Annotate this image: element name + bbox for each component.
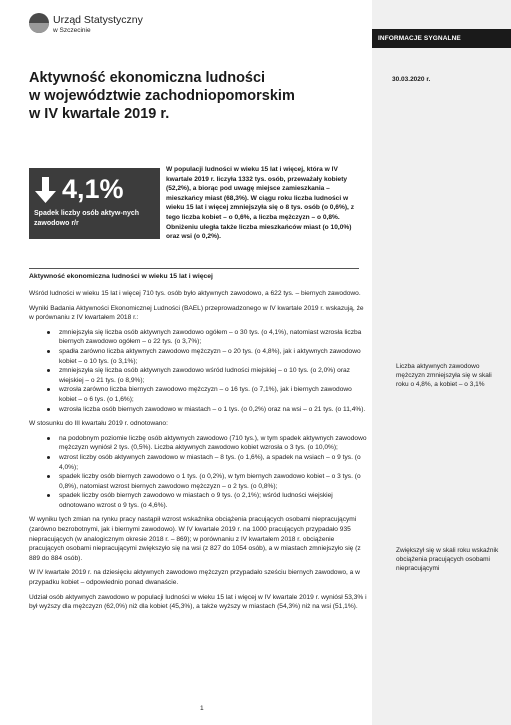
paragraph: W IV kwartale 2019 r. na dziesięciu aktywnych zawodowo mężczyzn przypadało sześciu biernych zawodowo, a w przypadku kobiet – odpowiednio ponad dwanaście. <box>29 569 360 587</box>
bullet-list <box>29 434 369 511</box>
body-text <box>29 289 369 617</box>
section-heading: Aktywność ekonomiczna ludności w wieku 15 lat i więcej <box>29 268 359 280</box>
logo-emblem-icon <box>29 13 49 33</box>
list-item: spadek liczby osób biernych zawodowo o 1 tys. (o 0,2%), w tym biernych zawodowo kobiet – o 3 tys. (o 0,8%), natomiast wzrost biernych zawodowo mężczyzn – o 2 tys. (o 0,8%); <box>29 472 369 491</box>
org-name: Urząd Statystyczny <box>53 14 143 26</box>
document-type-tag: INFORMACJE SYGNALNE <box>372 29 511 48</box>
list-item: spadła zarówno liczba aktywnych zawodowo mężczyzn – o 20 tys. (o 4,8%), jak i aktywnych zawodowo kobiet – o 10 tys. (o 3,1%); <box>29 347 369 366</box>
key-stat-value: 4,1% <box>62 174 124 204</box>
paragraph: W stosunku do III kwartału 2019 r. odnotowano: <box>29 420 168 428</box>
org-city: w Szczecinie <box>53 27 91 34</box>
paragraph: Wyniki Badania Aktywności Ekonomicznej Ludności (BAEL) przeprowadzonego w IV kwartale 2019 r. wskazują, że w porównaniu z IV kwartałem 2018 r.: <box>29 304 364 322</box>
side-note: Zwiększył się w skali roku wskaźnik obciążenia pracujących osobami niepracującymi <box>396 547 499 572</box>
bullet-list <box>29 328 369 414</box>
title-line: w województwie zachodniopomorskim <box>29 88 295 104</box>
title-line: Aktywność ekonomiczna ludności <box>29 70 266 86</box>
page-title <box>29 69 359 123</box>
key-stat-box <box>29 168 160 239</box>
paragraph: Wśród ludności w wieku 15 lat i więcej 710 tys. osób było aktywnych zawodowo, a 622 tys. – biernych zawodowo. <box>29 290 361 297</box>
arrow-down-icon <box>33 175 58 205</box>
lead-paragraph: W populacji ludności w wieku 15 lat i więcej, która w IV kwartale 2019 r. liczyła 1332 tys. osób, przeważały kobiety (52,2%), a biorąc pod uwagę miejsce zamieszkania – mieszkańcy miast (68,3%). W ciągu roku liczba ludności w wieku 15 lat i więcej zmniejszyła się o 8 tys. osób (o 0,6%), z tego liczba kobiet – o 0,6%, a liczba mężczyzn – o 0,8%. Obniżeniu uległa także liczba mieszkańców miast (o 10,0%) oraz wsi (o 0,2%). <box>166 166 354 241</box>
list-item: wzrosła liczba osób biernych zawodowo w miastach – o 1 tys. (o 0,2%) oraz na wsi – o 21 tys. (o 11,4%). <box>29 405 369 415</box>
list-item: wzrosła zarówno liczba biernych zawodowo mężczyzn – o 16 tys. (o 7,1%), jak i biernych zawodowo kobiet – o 6 tys. (o 1,6%); <box>29 385 369 404</box>
side-note: Liczba aktywnych zawodowo mężczyzn zmniejszyła się w skali roku o 4,8%, a kobiet – o 3,1% <box>396 363 492 388</box>
list-item: zmniejszyła się liczba osób aktywnych zawodowo wśród ludności miejskiej – o 10 tys. (o 2,0%) oraz wiejskiej – o 21 tys. (o 8,9%); <box>29 366 369 385</box>
paragraph: Udział osób aktywnych zawodowo w populacji ludności w wieku 15 lat i więcej w IV kwartale 2019 r. wyniósł 53,3% i był wyższy dla mężczyzn (62,0%) niż dla kobiet (45,3%), a także wyższy w miastach (54,3%) niż na wsi (51,1%). <box>29 593 367 611</box>
paragraph: W wyniku tych zmian na rynku pracy nastąpił wzrost wskaźnika obciążenia pracujących osobami niepracującymi (zarówno bezrobotnymi, jak i biernymi zawodowo). W IV kwartale 2019 r. na 1000 pracujących przypadało 935 niepracujących (w analogicznym okresie 2018 r. – 869); w porównaniu z IV kwartałem 2018 r. obciążenie pracujących osobami niepracującymi zwiększyło się na wsi (z 827 do 1054 osób), a w miastach zmniejszyło się (z 889 do 884 osób). <box>29 516 361 562</box>
list-item: na podobnym poziomie liczbę osób aktywnych zawodowo (710 tys.), w tym spadek aktywnych zawodowo mężczyzn wyniósł 2 tys. (0,5%). Liczba aktywnych zawodowo kobiet wzrosła o 3 tys. (o 10,0%); <box>29 434 369 453</box>
list-item: spadek liczby osób biernych zawodowo w miastach o 9 tys. (o 2,1%); wśród ludności wiejskiej odnotowano wzrost o 9 tys. (o 4,6%). <box>29 491 369 510</box>
list-item: zmniejszyła się liczba osób aktywnych zawodowo ogółem – o 30 tys. (o 4,1%), natomiast wzrosła liczba biernych zawodowo ogółem – o 22 tys. (o 3,7%); <box>29 328 369 347</box>
key-stat-label: Spadek liczby osób aktyw-nych zawodowo r/r <box>34 210 140 227</box>
title-line: w IV kwartale 2019 r. <box>29 106 170 122</box>
list-item: wzrost liczby osób aktywnych zawodowo w miastach – 8 tys. (o 1,6%), a spadek na wsiach – o 9 tys. (o 4,0%); <box>29 453 369 472</box>
page-number: 1 <box>200 705 204 712</box>
publication-date: 30.03.2020 r. <box>392 76 431 83</box>
